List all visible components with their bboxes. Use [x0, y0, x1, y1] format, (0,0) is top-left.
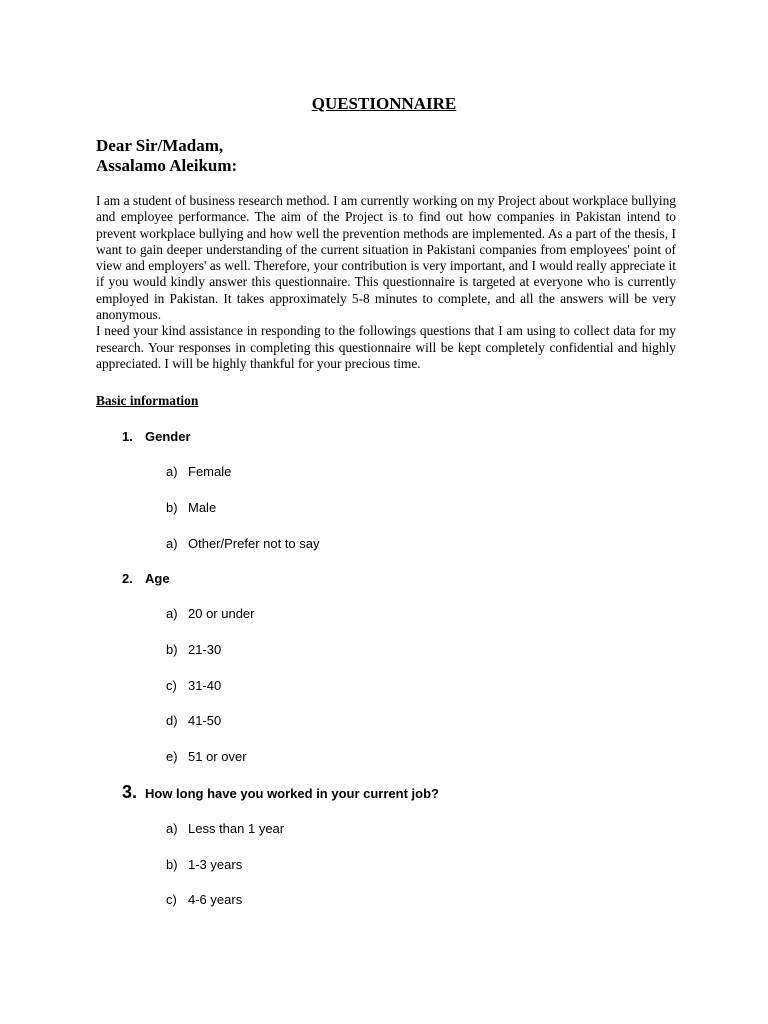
option-letter: b) — [166, 642, 178, 657]
question-number: 1. — [122, 429, 133, 444]
document-title: QUESTIONNAIRE — [311, 94, 457, 113]
question-text: Age — [145, 571, 170, 586]
question-text: How long have you worked in your current job? — [145, 786, 439, 801]
question-1 — [122, 428, 191, 446]
question-1-option-c[interactable] — [166, 535, 320, 553]
option-text: Male — [188, 500, 217, 515]
option-text: 21-30 — [188, 642, 222, 657]
question-2-option-e[interactable] — [166, 748, 247, 766]
question-2-option-c[interactable] — [166, 677, 221, 695]
option-letter: a) — [166, 536, 178, 551]
question-1-option-a[interactable] — [166, 463, 231, 481]
option-text: Female — [188, 464, 232, 479]
option-text: Other/Prefer not to say — [188, 536, 320, 551]
question-2-option-b[interactable] — [166, 641, 221, 659]
option-text: 4-6 years — [188, 892, 243, 907]
question-2-option-a[interactable] — [166, 605, 255, 623]
greeting-line-1: Dear Sir/Madam, — [96, 136, 224, 155]
option-text: 20 or under — [188, 606, 255, 621]
option-letter: c) — [166, 892, 177, 907]
greeting-line-2: Assalamo Aleikum: — [96, 156, 238, 175]
question-number: 3. — [122, 782, 138, 802]
option-text: 31-40 — [188, 678, 222, 693]
option-letter: d) — [166, 713, 178, 728]
intro-text — [96, 193, 676, 372]
option-text: Less than 1 year — [188, 821, 285, 836]
question-number: 2. — [122, 571, 133, 586]
option-letter: a) — [166, 606, 178, 621]
option-letter: c) — [166, 678, 177, 693]
option-text: 41-50 — [188, 713, 222, 728]
option-text: 51 or over — [188, 749, 247, 764]
question-3 — [122, 783, 439, 803]
option-letter: a) — [166, 464, 178, 479]
question-1-option-b[interactable] — [166, 499, 216, 517]
question-text: Gender — [145, 429, 191, 444]
intro-paragraph-1: I am a student of business research method. I am currently working on my Project about workplace bullying and employee performance. The aim of the Project is to find out how companies in Pakistan intend to prevent workplace bullying and how well the prevention methods are implemented. As a part of the thesis, I want to gain deeper understanding of the current situation in Pakistani companies from employees' point of view and employers' as well. Therefore, your contribution is very important, and I would really appreciate it if you would kindly answer this questionnaire. This questionnaire is targeted at everyone who is currently employed in Pakistan. It takes approximately 5-8 minutes to complete, and all the answers will be very anonymous. — [96, 193, 676, 323]
option-letter: b) — [166, 857, 178, 872]
question-3-option-b[interactable] — [166, 856, 242, 874]
question-3-option-a[interactable] — [166, 820, 284, 838]
section-heading: Basic information — [96, 393, 199, 408]
option-letter: e) — [166, 749, 178, 764]
question-3-option-c[interactable] — [166, 891, 242, 909]
option-letter: a) — [166, 821, 178, 836]
option-text: 1-3 years — [188, 857, 243, 872]
option-letter: b) — [166, 500, 178, 515]
intro-paragraph-2: I need your kind assistance in responding to the followings questions that I am using to collect data for my research. Your responses in completing this questionnaire will be kept completely confidential and highly appreciated. I will be highly thankful for your precious time. — [96, 323, 676, 371]
question-2-option-d[interactable] — [166, 712, 221, 730]
question-2 — [122, 570, 170, 588]
